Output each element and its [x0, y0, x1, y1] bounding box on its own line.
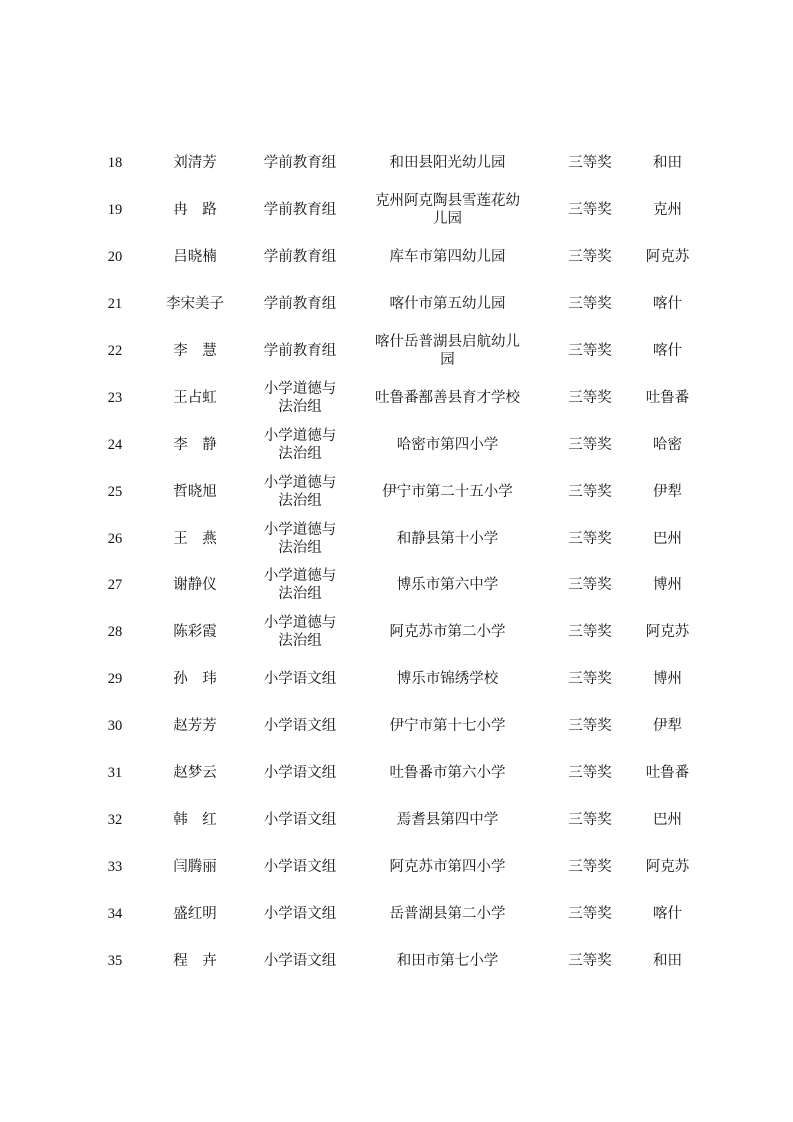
school-unit-cell: 喀什市第五幼儿园	[389, 296, 506, 313]
competition-group-cell: 小学道德与 法治组	[263, 474, 337, 509]
award-level-cell: 三等奖	[568, 249, 612, 266]
school-unit-cell: 伊宁市第十七小学	[389, 718, 506, 735]
school-unit-cell: 和静县第十小学	[396, 530, 499, 547]
winner-name-cell: 闫腾丽	[173, 858, 217, 875]
winner-name-cell: 冉 路	[173, 202, 217, 219]
winner-name-cell: 李宋美子	[166, 296, 224, 313]
competition-group-cell: 小学道德与 法治组	[263, 521, 337, 556]
table-row	[90, 468, 720, 515]
competition-group-cell: 小学道德与 法治组	[263, 427, 337, 462]
winner-name-cell: 孙 玮	[173, 671, 217, 688]
table-row	[90, 281, 720, 328]
row-number-cell: 35	[107, 952, 123, 969]
row-number-cell: 25	[107, 483, 123, 500]
award-level-cell: 三等奖	[568, 811, 612, 828]
school-unit-cell: 克州阿克陶县雪莲花幼 儿园	[375, 193, 520, 228]
school-unit-cell: 博乐市锦绣学校	[396, 671, 499, 688]
row-number-cell: 29	[107, 671, 123, 688]
region-cell: 和田	[653, 155, 682, 172]
table-row	[90, 609, 720, 656]
competition-group-cell: 小学道德与 法治组	[263, 568, 337, 603]
region-cell: 吐鲁番	[645, 389, 690, 406]
region-cell: 和田	[653, 952, 682, 969]
winner-name-cell: 韩 红	[173, 811, 217, 828]
award-level-cell: 三等奖	[568, 202, 612, 219]
school-unit-cell: 阿克苏市第四小学	[389, 858, 506, 875]
school-unit-cell: 吐鲁番市第六小学	[389, 765, 506, 782]
competition-group-cell: 学前教育组	[263, 155, 337, 172]
winner-name-cell: 赵芳芳	[173, 718, 217, 735]
table-row	[90, 703, 720, 750]
winner-name-cell: 程 卉	[173, 952, 217, 969]
award-level-cell: 三等奖	[568, 530, 612, 547]
row-number-cell: 19	[107, 202, 123, 219]
region-cell: 博州	[653, 577, 682, 594]
row-number-cell: 21	[107, 296, 123, 313]
region-cell: 博州	[653, 671, 682, 688]
competition-group-cell: 小学道德与 法治组	[263, 615, 337, 650]
table-row	[90, 937, 720, 984]
competition-group-cell: 小学道德与 法治组	[263, 380, 337, 415]
award-level-cell: 三等奖	[568, 624, 612, 641]
row-number-cell: 26	[107, 530, 123, 547]
school-unit-cell: 喀什岳普湖县启航幼儿 园	[375, 334, 520, 368]
table-row	[90, 140, 720, 187]
region-cell: 巴州	[653, 811, 682, 828]
school-unit-cell: 库车市第四幼儿园	[389, 249, 506, 266]
table-row	[90, 421, 720, 468]
school-unit-cell: 伊宁市第二十五小学	[382, 483, 513, 500]
award-level-cell: 三等奖	[568, 436, 612, 453]
row-number-cell: 33	[107, 858, 123, 875]
school-unit-cell: 哈密市第四小学	[396, 436, 499, 453]
table-row	[90, 562, 720, 609]
table-row	[90, 328, 720, 375]
competition-group-cell: 学前教育组	[263, 202, 337, 219]
region-cell: 喀什	[653, 343, 682, 359]
row-number-cell: 27	[107, 577, 123, 594]
winner-name-cell: 王 燕	[173, 530, 217, 547]
region-cell: 阿克苏	[645, 249, 690, 266]
award-level-cell: 三等奖	[568, 905, 612, 922]
region-cell: 喀什	[653, 296, 682, 313]
school-unit-cell: 岳普湖县第二小学	[389, 905, 506, 922]
region-cell: 克州	[653, 202, 682, 219]
award-level-cell: 三等奖	[568, 389, 612, 406]
award-level-cell: 三等奖	[568, 155, 612, 172]
row-number-cell: 28	[107, 624, 123, 641]
winner-name-cell: 吕晓楠	[173, 249, 217, 266]
school-unit-cell: 焉耆县第四中学	[396, 811, 499, 828]
row-number-cell: 24	[107, 436, 123, 453]
winner-name-cell: 李 静	[173, 436, 217, 453]
region-cell: 哈密	[653, 436, 682, 453]
award-level-cell: 三等奖	[568, 952, 612, 969]
award-level-cell: 三等奖	[568, 765, 612, 782]
award-level-cell: 三等奖	[568, 718, 612, 735]
row-number-cell: 31	[107, 765, 123, 782]
award-level-cell: 三等奖	[568, 858, 612, 875]
competition-group-cell: 学前教育组	[263, 343, 337, 359]
region-cell: 喀什	[653, 905, 682, 922]
school-unit-cell: 吐鲁番鄯善县育才学校	[375, 389, 520, 406]
winner-name-cell: 谢静仪	[173, 577, 217, 594]
row-number-cell: 30	[107, 718, 123, 735]
school-unit-cell: 和田市第七小学	[396, 952, 499, 969]
table-row	[90, 515, 720, 562]
competition-group-cell: 小学语文组	[263, 765, 337, 782]
row-number-cell: 20	[107, 249, 123, 266]
competition-group-cell: 小学语文组	[263, 811, 337, 828]
winner-name-cell: 陈彩霞	[173, 624, 217, 641]
region-cell: 阿克苏	[645, 624, 690, 641]
competition-group-cell: 学前教育组	[263, 296, 337, 313]
region-cell: 巴州	[653, 530, 682, 547]
table-row	[90, 374, 720, 421]
table-row	[90, 656, 720, 703]
table-row	[90, 843, 720, 890]
table-row	[90, 187, 720, 234]
competition-group-cell: 学前教育组	[263, 249, 337, 266]
award-level-cell: 三等奖	[568, 671, 612, 688]
region-cell: 伊犁	[653, 483, 682, 500]
winner-name-cell: 刘清芳	[173, 155, 217, 172]
table-row	[90, 234, 720, 281]
winner-name-cell: 王占虹	[173, 389, 217, 406]
table-row	[90, 890, 720, 937]
competition-group-cell: 小学语文组	[263, 671, 337, 688]
award-level-cell: 三等奖	[568, 296, 612, 313]
winner-name-cell: 盛红明	[173, 905, 217, 922]
table-row	[90, 750, 720, 797]
winner-name-cell: 哲晓旭	[173, 483, 217, 500]
region-cell: 吐鲁番	[645, 765, 690, 782]
row-number-cell: 23	[107, 389, 123, 406]
award-table	[90, 140, 720, 984]
school-unit-cell: 阿克苏市第二小学	[389, 624, 506, 641]
region-cell: 阿克苏	[645, 858, 690, 875]
table-row	[90, 796, 720, 843]
award-level-cell: 三等奖	[568, 483, 612, 500]
competition-group-cell: 小学语文组	[263, 905, 337, 922]
row-number-cell: 34	[107, 905, 123, 922]
winner-name-cell: 赵梦云	[173, 765, 217, 782]
region-cell: 伊犁	[653, 718, 682, 735]
row-number-cell: 18	[107, 155, 123, 172]
competition-group-cell: 小学语文组	[263, 858, 337, 875]
row-number-cell: 32	[107, 811, 123, 828]
winner-name-cell: 李 慧	[173, 343, 217, 359]
award-level-cell: 三等奖	[568, 343, 612, 359]
school-unit-cell: 和田县阳光幼儿园	[389, 155, 506, 172]
award-level-cell: 三等奖	[568, 577, 612, 594]
competition-group-cell: 小学语文组	[263, 718, 337, 735]
row-number-cell: 22	[107, 343, 123, 359]
competition-group-cell: 小学语文组	[263, 952, 337, 969]
school-unit-cell: 博乐市第六中学	[396, 577, 499, 594]
